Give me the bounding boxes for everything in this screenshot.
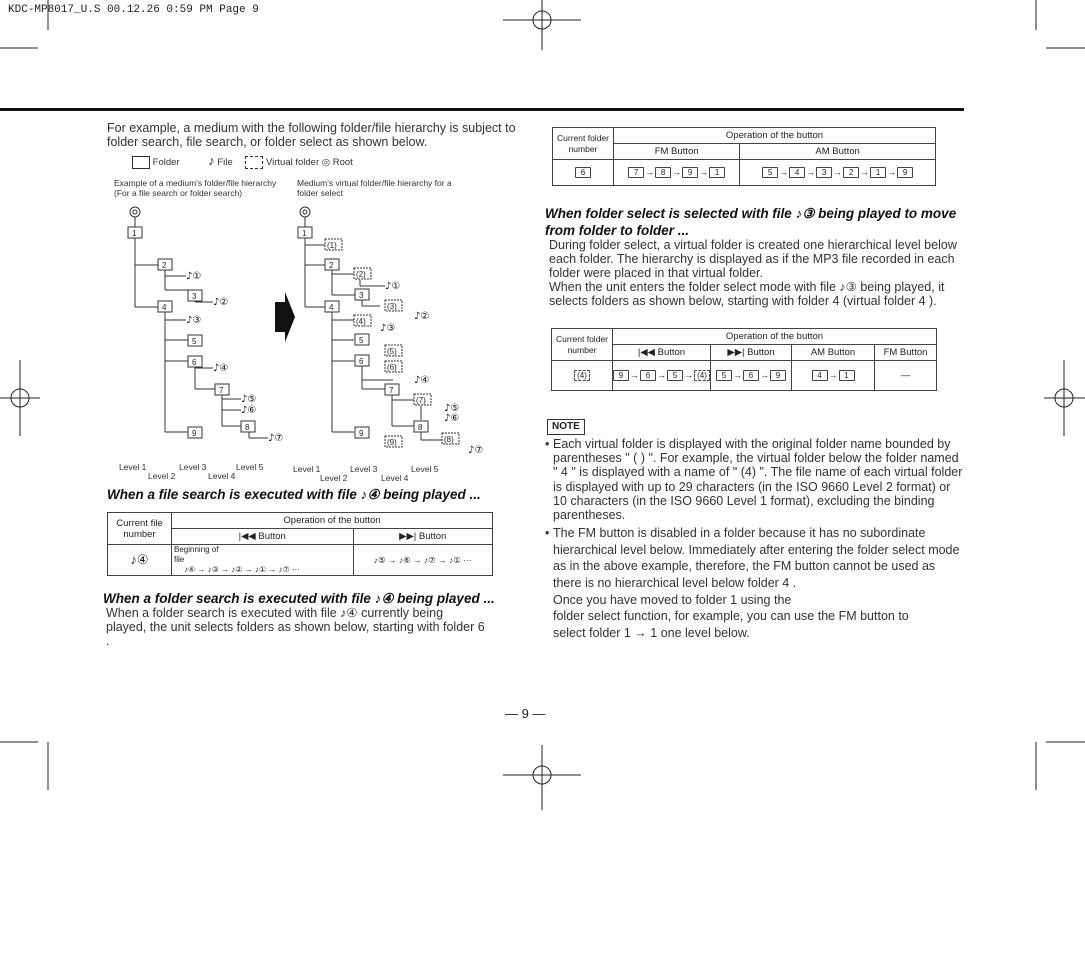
svg-text:♪⑤: ♪⑤ bbox=[444, 403, 460, 414]
svg-text:9: 9 bbox=[192, 429, 197, 438]
folder-icon: 1 bbox=[709, 167, 725, 178]
print-header: KDC-MP8017_U.S 00.12.26 0:59 PM Page 9 bbox=[8, 4, 259, 16]
svg-text:♪⑦: ♪⑦ bbox=[468, 445, 484, 456]
svg-text:♪⑦: ♪⑦ bbox=[268, 433, 284, 444]
folder-hierarchy-diagram bbox=[110, 200, 290, 470]
folder-icon: 9 bbox=[613, 370, 629, 381]
svg-text:(8): (8) bbox=[444, 435, 454, 444]
virtual-hierarchy-diagram bbox=[290, 200, 500, 470]
svg-text:(3): (3) bbox=[387, 302, 397, 311]
legend-root-label: Root bbox=[332, 157, 353, 168]
col-header-operation: Operation of the button bbox=[614, 128, 936, 144]
folder-icon: 3 bbox=[816, 167, 832, 178]
svg-text:7: 7 bbox=[219, 386, 224, 395]
col-header-fm-button: FM Button bbox=[614, 144, 740, 160]
folder-select-table bbox=[551, 328, 937, 391]
level-label: Level 4 bbox=[381, 473, 409, 483]
file-search-heading: When a file search is executed with file ♪④ being played ... bbox=[107, 487, 481, 502]
svg-text:(9): (9) bbox=[387, 438, 397, 447]
col-header-am-button: AM Button bbox=[740, 144, 936, 160]
col-header-next-button: ▶▶| Button bbox=[353, 529, 492, 545]
folder-select-heading: When folder select is selected with file ♪③ being played to move from folder to folder ... bbox=[545, 206, 957, 238]
folder-select-text-2: When the unit enters the folder select mode with file ♪③ being played, it selects folders as shown below, starting with folder 4 (virtual folder 4 ). bbox=[549, 280, 945, 308]
svg-text:5: 5 bbox=[192, 337, 197, 346]
svg-text:(5): (5) bbox=[387, 347, 397, 356]
svg-text:(1): (1) bbox=[327, 241, 337, 250]
svg-text:(2): (2) bbox=[356, 270, 366, 279]
svg-text:8: 8 bbox=[245, 423, 250, 432]
note-item: • The FM button is disabled in a folder because it has no subordinate hierarchical level below. Immediately after entering the folder select mode as in the above example, therefore, the FM button cannot be used as there is no hierarchical level below folder 4 . bbox=[545, 525, 965, 591]
svg-text:6: 6 bbox=[192, 358, 197, 367]
folder-icon: 4 bbox=[812, 370, 828, 381]
level-label: Level 1 bbox=[293, 464, 321, 474]
note-text-3: Once you have moved to folder 1 using the bbox=[553, 593, 792, 607]
folder-icon: 7 bbox=[628, 167, 644, 178]
svg-text:9: 9 bbox=[359, 429, 364, 438]
svg-text:2: 2 bbox=[329, 261, 334, 270]
svg-text:7: 7 bbox=[389, 386, 394, 395]
folder-search-heading: When a folder search is executed with file ♪④ being played ... bbox=[103, 591, 495, 606]
folder-icon: 5 bbox=[762, 167, 778, 178]
folder-icon bbox=[132, 156, 150, 169]
col-header-am-button: AM Button bbox=[792, 345, 875, 361]
level-label: Level 4 bbox=[208, 471, 236, 481]
am-sequence-cell: 4 → 1 bbox=[792, 361, 875, 391]
note-text-1: Each virtual folder is displayed with the original folder name bounded by parentheses " ( ) ". For example, the virtual folder below the folder named " 4 " is displayed with a name of " (4) ". The file name of each virtual folder is displayed with up to 29 characters (in the ISO 9660 Level 2 format) or 10 characters (in the ISO 9660 Level 1 format), excluding the binding parentheses. bbox=[553, 437, 963, 523]
root-icon: ◎ bbox=[321, 157, 331, 168]
current-file-cell: ♪④ bbox=[108, 545, 172, 576]
note-item: • Each virtual folder is displayed with the original folder name bounded by parentheses " ( ) ". For example, the virtual folder below the folder named " 4 " is displayed with a name of " (4) ". The file name of each virtual folder is displayed with up to 29 characters (in the ISO 9660 Level 2 format) or 10 characters (in the ISO 9660 Level 1 format), excluding the binding parentheses. bbox=[545, 437, 965, 522]
next-sequence-cell: 5 → 6 → 9 bbox=[711, 361, 792, 391]
svg-text:(6): (6) bbox=[387, 363, 397, 372]
intro-text: For example, a medium with the following folder/file hierarchy is subject to folder search, file search, or folder select as shown below. bbox=[107, 121, 516, 149]
svg-text:8: 8 bbox=[418, 423, 423, 432]
note-text-4: folder select function, for example, you can use the FM button to bbox=[553, 609, 909, 623]
svg-text:♪⑥: ♪⑥ bbox=[444, 413, 460, 424]
svg-text:3: 3 bbox=[192, 292, 197, 301]
col-header-current-folder: Current folder number bbox=[552, 329, 613, 361]
svg-text:4: 4 bbox=[329, 303, 334, 312]
folder-icon: 1 bbox=[839, 370, 855, 381]
folder-icon: 5 bbox=[716, 370, 732, 381]
svg-text:2: 2 bbox=[162, 261, 167, 270]
prev-sequence-cell bbox=[172, 545, 354, 576]
page-number: — 9 — bbox=[505, 706, 546, 721]
note-text-2: The FM button is disabled in a folder because it has no subordinate hierarchical level below. Immediately after entering the folder select mode as in the above example, therefore, the FM button cannot be used as there is no hierarchical level below folder 4 . bbox=[553, 526, 960, 590]
level-label: Level 5 bbox=[411, 464, 439, 474]
prev-sequence-cell: 9 → 6 → 5 → (4) bbox=[613, 361, 711, 391]
prev-note: Beginning of file bbox=[174, 545, 219, 564]
col-header-operation: Operation of the button bbox=[172, 513, 493, 529]
folder-icon: 9 bbox=[897, 167, 913, 178]
level-label: Level 2 bbox=[320, 473, 348, 483]
col-header-operation: Operation of the button bbox=[613, 329, 937, 345]
current-folder-cell bbox=[553, 160, 614, 186]
col-header-fm-button: FM Button bbox=[875, 345, 937, 361]
level-label: Level 1 bbox=[119, 462, 147, 472]
folder-icon: 9 bbox=[682, 167, 698, 178]
fm-value-cell: — bbox=[875, 361, 937, 391]
note-label: NOTE bbox=[547, 419, 585, 435]
col-header-next-button: ▶▶| Button bbox=[711, 345, 792, 361]
folder-icon: 2 bbox=[843, 167, 859, 178]
svg-text:(7): (7) bbox=[416, 396, 426, 405]
current-folder-cell bbox=[552, 361, 613, 391]
svg-text:3: 3 bbox=[359, 291, 364, 300]
next-sequence-cell: ♪⑤ → ♪⑥ → ♪⑦ → ♪① ··· bbox=[353, 545, 492, 576]
col-header-prev-button: |◀◀ Button bbox=[613, 345, 711, 361]
folder-icon: 8 bbox=[655, 167, 671, 178]
virtual-folder-icon bbox=[245, 156, 263, 169]
folder-icon: 4 bbox=[789, 167, 805, 178]
col-header-prev-button: |◀◀ Button bbox=[172, 529, 354, 545]
svg-text:♪①: ♪① bbox=[385, 281, 401, 292]
svg-text:♪①: ♪① bbox=[186, 271, 202, 282]
folder-search-text: When a folder search is executed with file ♪④ currently being played, the unit selects folders as shown below, starting with folder 6 . bbox=[106, 606, 485, 648]
folder-icon: 6 bbox=[575, 167, 591, 178]
col-header-current-folder: Current folder number bbox=[553, 128, 614, 160]
svg-text:1: 1 bbox=[132, 229, 137, 238]
svg-text:♪④: ♪④ bbox=[414, 375, 430, 386]
file-search-table bbox=[107, 512, 493, 576]
svg-text:♪④: ♪④ bbox=[213, 363, 229, 374]
legend-virtual-label: Virtual folder bbox=[265, 157, 320, 168]
level-label: Level 2 bbox=[148, 471, 176, 481]
folder-icon: 5 bbox=[667, 370, 683, 381]
svg-text:♪③: ♪③ bbox=[186, 315, 202, 326]
svg-text:♪②: ♪② bbox=[414, 311, 430, 322]
prev-sequence: ♪④ → ♪③ → ♪② → ♪① → ♪⑦ ··· bbox=[184, 565, 300, 574]
note-text-5: select folder 1 → 1 one level below. bbox=[553, 626, 750, 640]
am-sequence-cell: 5 → 4 → 3 → 2 → 1 → 9 bbox=[740, 160, 936, 186]
fm-sequence-cell: 7 → 8 → 9 → 1 bbox=[614, 160, 740, 186]
svg-text:♪③: ♪③ bbox=[380, 323, 396, 334]
level-label: Level 3 bbox=[350, 464, 378, 474]
legend-folder-label: Folder bbox=[152, 157, 180, 168]
folder-icon: 6 bbox=[640, 370, 656, 381]
diagram2-caption: Medium's virtual folder/file hierarchy for a folder select bbox=[297, 178, 452, 198]
svg-text:♪②: ♪② bbox=[213, 297, 229, 308]
svg-text:♪⑥: ♪⑥ bbox=[241, 405, 257, 416]
folder-icon: 6 bbox=[743, 370, 759, 381]
virtual-folder-icon: (4) bbox=[574, 370, 590, 381]
folder-icon: 1 bbox=[870, 167, 886, 178]
folder-select-text-1: During folder select, a virtual folder is created one hierarchical level below each folder. The hierarchy is displayed as if the MP3 file recorded in each folder were placed in that virtual folder. bbox=[549, 238, 957, 280]
svg-text:1: 1 bbox=[302, 229, 307, 238]
svg-text:♪⑤: ♪⑤ bbox=[241, 394, 257, 405]
col-header-current-file: Current file number bbox=[108, 513, 172, 545]
music-note-icon: ♪ bbox=[208, 153, 215, 168]
folder-search-table bbox=[552, 127, 936, 186]
folder-icon: 9 bbox=[770, 370, 786, 381]
svg-text:5: 5 bbox=[359, 336, 364, 345]
svg-text:6: 6 bbox=[359, 357, 364, 366]
legend bbox=[132, 153, 432, 169]
legend-file-label: File bbox=[217, 157, 233, 168]
svg-text:(4): (4) bbox=[356, 317, 366, 326]
level-label: Level 5 bbox=[236, 462, 264, 472]
svg-text:4: 4 bbox=[162, 303, 167, 312]
virtual-folder-icon: (4) bbox=[694, 370, 710, 381]
diagram1-caption: Example of a medium's folder/file hierarchy (For a file search or folder search) bbox=[114, 178, 277, 198]
level-label: Level 3 bbox=[179, 462, 207, 472]
